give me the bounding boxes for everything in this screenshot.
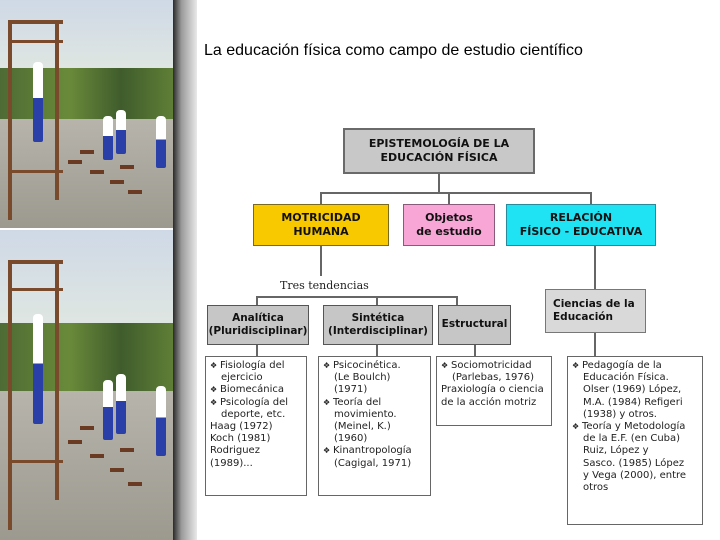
list-text: Koch (1981) — [210, 433, 271, 445]
list-text: de la acción motriz — [441, 396, 537, 408]
box-line: MOTRICIDAD — [281, 211, 361, 225]
box-line: de estudio — [416, 225, 482, 238]
list-text: deporte, etc. — [221, 408, 286, 420]
list-text: Educación Física. — [583, 372, 669, 384]
list-text: (Parlebas, 1976) — [452, 372, 535, 384]
analitica-list — [205, 356, 307, 496]
diamond-bullet-icon: ❖ — [323, 446, 331, 456]
connector-line — [320, 192, 592, 194]
list-line — [323, 409, 426, 421]
box-line: EDUCACIÓN FÍSICA — [380, 151, 498, 164]
list-line — [572, 458, 698, 470]
box-line: Estructural — [441, 318, 508, 331]
connector-line — [256, 296, 258, 305]
list-text: (1960) — [334, 433, 368, 445]
list-text: Sociomotricidad — [451, 360, 532, 371]
box-line: (Interdisciplinar) — [328, 325, 428, 337]
analitica-box — [207, 305, 309, 345]
list-text: ejercicio — [221, 372, 263, 384]
diamond-bullet-icon: ❖ — [323, 397, 331, 407]
list-text: (1971) — [334, 384, 368, 396]
list-line — [210, 384, 302, 396]
estructural-list — [436, 356, 552, 426]
list-line — [323, 372, 426, 384]
list-text: Praxiología o ciencia — [441, 384, 544, 396]
playground-photo-top — [0, 0, 173, 228]
epistemologia-box — [343, 128, 535, 174]
list-line — [572, 421, 698, 433]
list-line — [441, 372, 547, 384]
box-line: Analítica — [232, 311, 284, 324]
list-line — [441, 360, 547, 372]
list-text: otros — [583, 481, 609, 493]
list-text: (Meinel, K.) — [334, 420, 391, 432]
list-text: Olser (1969) López, — [583, 384, 682, 396]
diamond-bullet-icon: ❖ — [441, 361, 449, 370]
ciencias-educacion-box — [545, 289, 646, 333]
list-line — [210, 360, 302, 372]
diamond-bullet-icon: ❖ — [210, 397, 218, 407]
connector-line — [256, 296, 458, 298]
list-line — [323, 433, 426, 445]
list-text: M.A. (1984) Refigeri — [583, 396, 683, 408]
list-text: (1938) y otros. — [583, 408, 657, 420]
box-line: Educación — [553, 311, 613, 323]
list-text: Fisiología del — [220, 360, 285, 371]
box-line: (Pluridisciplinar) — [208, 325, 308, 337]
list-text: Psicología del — [220, 396, 289, 408]
list-text: Pedagogía de la — [582, 360, 662, 371]
connector-line — [438, 174, 440, 192]
connector-line — [320, 192, 322, 204]
sintetica-box — [323, 305, 433, 345]
list-text: Kinantropología — [333, 445, 412, 457]
list-line — [572, 482, 698, 494]
list-text: Ruiz, López y — [583, 445, 649, 457]
list-text: Teoría y Metodología — [582, 420, 686, 432]
playground-photo-bottom — [0, 230, 173, 540]
list-line — [572, 433, 698, 445]
list-text: Sasco. (1985) López — [583, 457, 685, 469]
ciencias-list — [567, 356, 703, 525]
list-text: Biomecánica — [220, 384, 285, 396]
list-line — [323, 445, 426, 457]
list-line — [210, 372, 302, 384]
list-text: y Vega (2000), entre — [583, 469, 687, 481]
list-text: Teoría del — [333, 396, 382, 408]
list-line — [323, 360, 426, 372]
list-line — [210, 458, 302, 470]
list-line — [210, 421, 302, 433]
connector-line — [456, 296, 458, 305]
list-line — [323, 458, 426, 470]
objetos-de-estudio-box — [403, 204, 495, 246]
list-line — [572, 445, 698, 457]
list-line — [572, 360, 698, 372]
box-line: FÍSICO - EDUCATIVA — [519, 225, 643, 238]
list-text: de la E.F. (en Cuba) — [583, 433, 681, 445]
motricidad-humana-box — [253, 204, 389, 246]
list-text: (Le Boulch) — [334, 372, 391, 384]
relacion-fisico-educativa-box — [506, 204, 656, 246]
list-line — [572, 372, 698, 384]
connector-line — [594, 246, 596, 289]
sintetica-list — [318, 356, 431, 496]
list-line — [323, 397, 426, 409]
connector-line — [590, 192, 592, 204]
diamond-bullet-icon: ❖ — [323, 361, 331, 370]
list-line — [572, 409, 698, 421]
connector-line — [256, 345, 258, 356]
list-text: (Cagigal, 1971) — [334, 457, 412, 469]
list-text: Rodriguez — [210, 445, 260, 457]
box-line: Sintética — [351, 311, 405, 324]
list-line — [572, 384, 698, 396]
diamond-bullet-icon: ❖ — [572, 361, 580, 370]
list-line — [210, 397, 302, 409]
diamond-bullet-icon: ❖ — [572, 421, 580, 431]
connector-line — [376, 345, 378, 356]
photo-divider — [173, 0, 197, 540]
box-line: RELACIÓN — [549, 211, 613, 225]
connector-line — [376, 296, 378, 305]
list-line — [323, 421, 426, 433]
box-line: Ciencias de la — [553, 297, 635, 310]
list-line — [210, 409, 302, 421]
diamond-bullet-icon: ❖ — [210, 385, 218, 395]
connector-line — [448, 192, 450, 204]
connector-line — [320, 246, 322, 276]
list-line — [572, 397, 698, 409]
list-text: Psicocinética. — [333, 360, 401, 371]
connector-line — [474, 345, 476, 356]
list-text: (1989)... — [210, 457, 253, 469]
list-line — [210, 445, 302, 457]
list-line — [210, 433, 302, 445]
slide-title: La educación física como campo de estudio científico — [204, 42, 583, 59]
diamond-bullet-icon: ❖ — [210, 361, 218, 370]
list-line — [572, 470, 698, 482]
box-line: HUMANA — [293, 225, 349, 238]
box-line: Objetos — [425, 211, 473, 225]
tres-tendencias-label: Tres tendencias — [280, 279, 369, 292]
list-text: movimiento. — [334, 408, 397, 420]
box-line: EPISTEMOLOGÍA DE LA — [368, 137, 510, 151]
connector-line — [594, 333, 596, 356]
list-text: Haag (1972) — [210, 420, 273, 432]
list-line — [441, 397, 547, 409]
list-line — [323, 384, 426, 396]
list-line — [441, 384, 547, 396]
estructural-box — [438, 305, 511, 345]
